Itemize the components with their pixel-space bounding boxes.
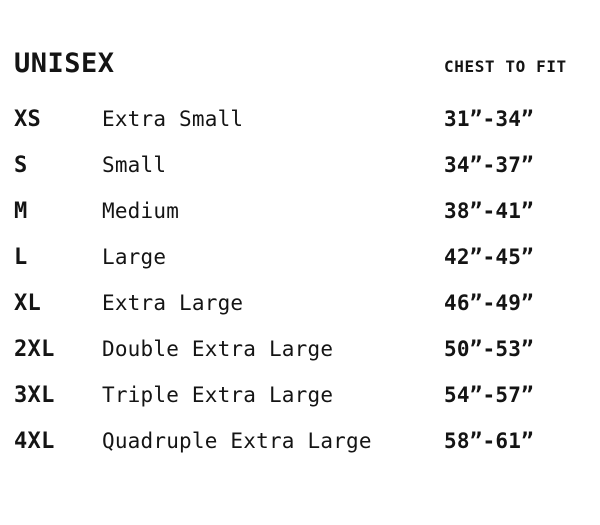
size-name: Large [102,245,167,269]
table-row [14,245,582,291]
table-row [14,337,582,383]
size-abbreviation: 3XL [14,383,55,408]
table-row [14,429,582,475]
chest-measurement: 46”-49” [444,291,534,315]
size-abbreviation: 2XL [14,337,55,362]
size-rows [14,107,582,475]
size-abbreviation: XL [14,291,42,316]
chest-measurement: 38”-41” [444,199,534,223]
table-row [14,383,582,429]
table-header [14,48,582,79]
size-name: Triple Extra Large [102,383,334,407]
chest-measurement: 54”-57” [444,383,534,407]
size-name: Medium [102,199,180,223]
table-row [14,107,582,153]
size-name: Small [102,153,167,177]
column-header-chest: CHEST TO FIT [444,57,567,76]
table-row [14,291,582,337]
chest-measurement: 31”-34” [444,107,534,131]
size-name: Extra Large [102,291,244,315]
size-name: Double Extra Large [102,337,334,361]
size-abbreviation: 4XL [14,429,55,454]
table-row [14,199,582,245]
chest-measurement: 34”-37” [444,153,534,177]
size-abbreviation: XS [14,107,42,132]
chest-measurement: 50”-53” [444,337,534,361]
size-abbreviation: L [14,245,28,270]
size-name: Extra Small [102,107,244,131]
size-abbreviation: S [14,153,28,178]
size-abbreviation: M [14,199,28,224]
chest-measurement: 42”-45” [444,245,534,269]
size-name: Quadruple Extra Large [102,429,372,453]
chest-measurement: 58”-61” [444,429,534,453]
page-title: UNISEX [14,48,115,79]
table-row [14,153,582,199]
